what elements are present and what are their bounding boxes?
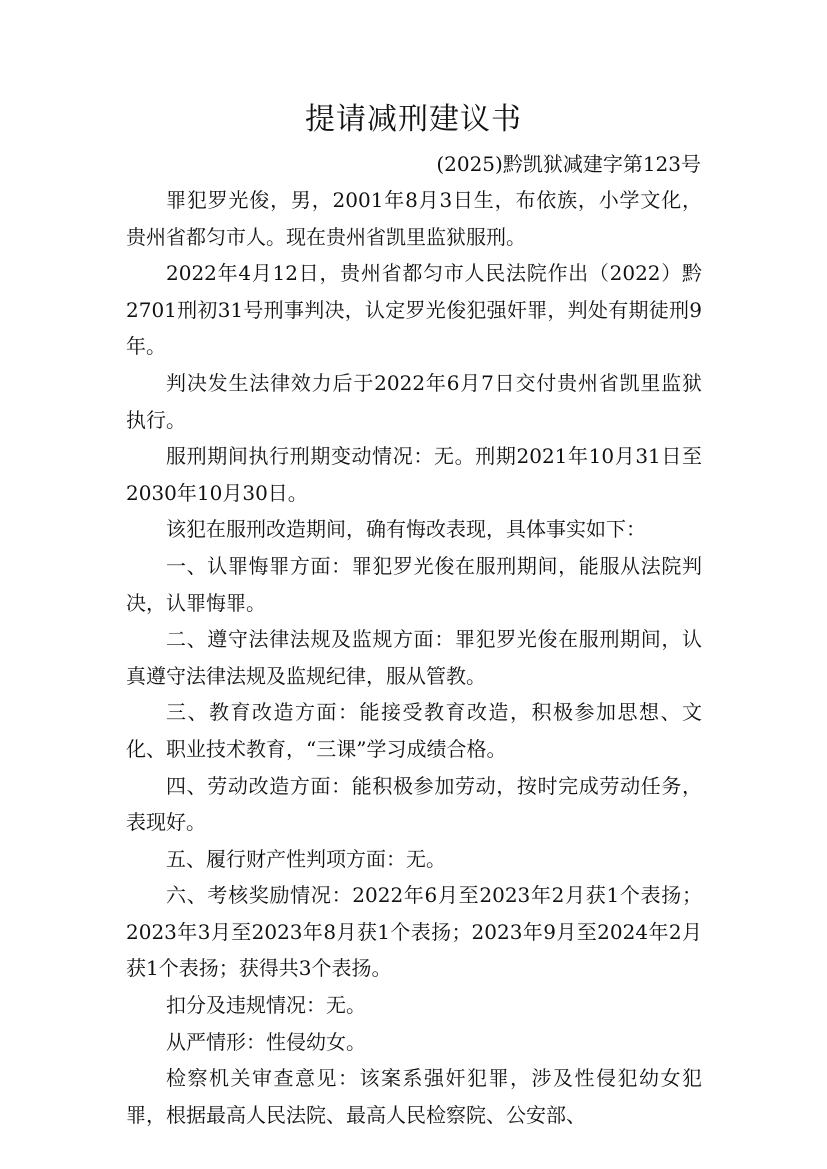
document-number: (2025)黔凯狱减建字第123号 (436, 152, 701, 176)
paragraph-item-4: 四、劳动改造方面：能积极参加劳动，按时完成劳动任务，表现好。 (126, 773, 702, 835)
paragraph-aggravating: 从严情形：性侵幼女。 (166, 1029, 366, 1054)
paragraph-delivery: 判决发生法律效力后于2022年6月7日交付贵州省凯里监狱执行。 (126, 370, 702, 432)
paragraph-item-1: 一、认罪悔罪方面：罪犯罗光俊在服刑期间，能服从法院判决，认罪悔罪。 (126, 553, 702, 615)
paragraph-criminal-info: 罪犯罗光俊，男，2001年8月3日生，布依族，小学文化，贵州省都匀市人。现在贵州省凯里监狱服刑。 (126, 188, 702, 249)
document-title: 提请减刑建议书 (305, 102, 522, 137)
paragraph-deductions: 扣分及违规情况：无。 (166, 993, 366, 1018)
paragraph-item-2: 二、遵守法律法规及监规方面：罪犯罗光俊在服刑期间，认真遵守法律法规及监规纪律，服从管教。 (126, 627, 702, 688)
document-body (126, 182, 702, 1133)
paragraph-judgment: 2022年4月12日，贵州省都匀市人民法院作出（2022）黔2701刑初31号刑事判决，认定罗光俊犯强奸罪，判处有期徒刑9年。 (126, 261, 702, 359)
paragraph-procuratorate: 检察机关审查意见：该案系强奸犯罪，涉及性侵犯幼女犯罪，根据最高人民法院、最高人民检察院、公安部、 (126, 1066, 702, 1127)
paragraph-repentance-intro: 该犯在服刑改造期间，确有悔改表现，具体事实如下： (166, 517, 646, 542)
paragraph-item-6: 六、考核奖励情况：2022年6月至2023年2月获1个表扬；2023年3月至2023年8月获1个表扬；2023年9月至2024年2月获1个表扬；获得共3个表扬。 (126, 883, 702, 981)
paragraph-item-5: 五、履行财产性判项方面：无。 (166, 846, 446, 871)
paragraph-sentence-term: 服刑期间执行刑期变动情况：无。刑期2021年10月31日至2030年10月30日。 (126, 444, 702, 505)
paragraph-item-3: 三、教育改造方面：能接受教育改造，积极参加思想、文化、职业技术教育，“三课”学习成绩合格。 (126, 700, 702, 761)
